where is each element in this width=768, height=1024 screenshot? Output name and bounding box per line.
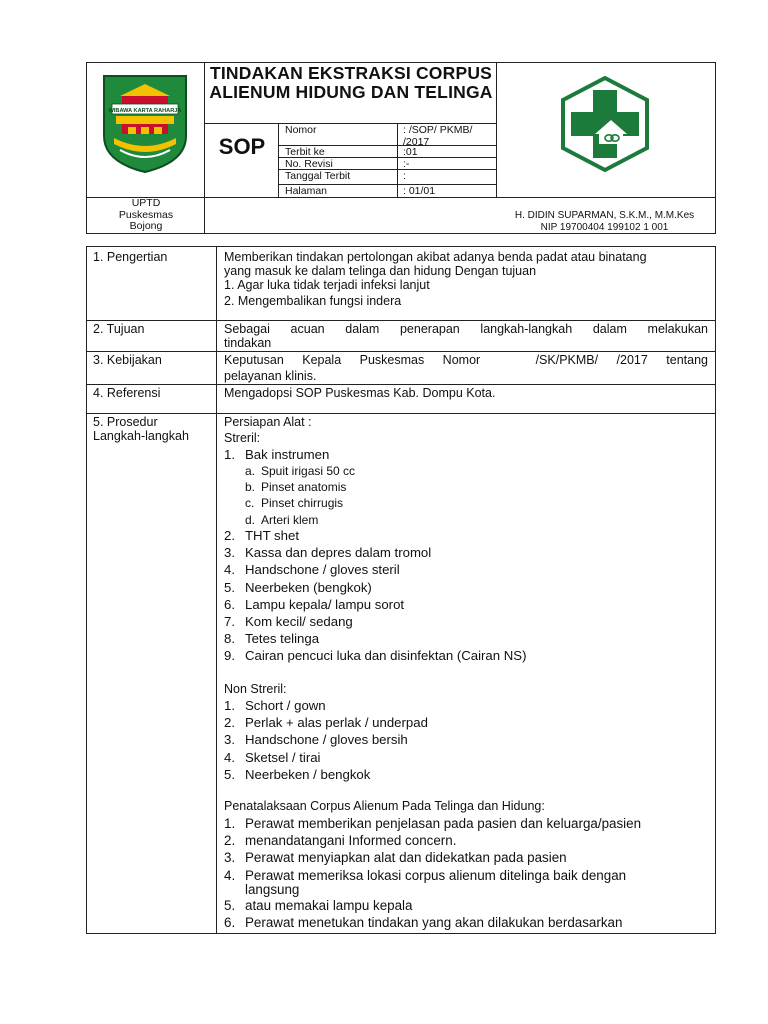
- list-item: 3. Perawat menyiapkan alat dan didekatkan pada pasien: [224, 850, 567, 866]
- pengertian-item: 2. Mengembalikan fungsi indera: [224, 294, 402, 308]
- signer: [497, 210, 712, 233]
- list-item: 5. Neerbeken / bengkok: [224, 766, 371, 782]
- puskesmas-logo: [555, 76, 655, 172]
- divider: [86, 384, 716, 385]
- meta-label-terbit: Terbit ke: [285, 146, 325, 158]
- section-label-prosedur: 5. Prosedur: [93, 415, 158, 429]
- pengertian-item: 1. Agar luka tidak terjadi infeksi lanjut: [224, 278, 430, 292]
- section-label-kebijakan: 3. Kebijakan: [93, 353, 162, 367]
- list-item: 1. Schort / gown: [224, 698, 326, 713]
- kebijakan-line: Keputusan Kepala Puskesmas Nomor /SK/PKMB/ /2017 tentang: [224, 353, 708, 367]
- list-item: 2. THT shet: [224, 528, 299, 543]
- pengertian-line: yang masuk ke dalam telinga dan hidung Dengan tujuan: [224, 264, 537, 278]
- list-item: 4. Handschone / gloves steril: [224, 562, 400, 578]
- divider: [86, 320, 716, 321]
- list-item: 4. Perawat memeriksa lokasi corpus alienum ditelinga baik dengan: [224, 867, 627, 883]
- list-item: 7. Kom kecil/ sedang: [224, 613, 353, 629]
- list-item: 2. menandatangani Informed concern.: [224, 833, 457, 849]
- meta-value-tanggal: :: [403, 170, 406, 182]
- list-item: c. Pinset chirrugis: [245, 496, 344, 511]
- penatalaksaan-title: Penatalaksaan Corpus Alienum Pada Telinga dan Hidung:: [224, 799, 545, 813]
- org-unit: [88, 198, 204, 233]
- meta-label-nomor: Nomor: [285, 124, 317, 136]
- steril-title: Streril:: [224, 431, 261, 445]
- sop-label: SOP: [218, 134, 266, 159]
- kebijakan-line: pelayanan klinis.: [224, 369, 317, 383]
- list-item: b. Pinset anatomis: [245, 480, 347, 495]
- divider: [204, 62, 205, 234]
- meta-label-halaman: Halaman: [285, 185, 328, 197]
- org-line: Bojong: [129, 220, 163, 232]
- list-item: 1. Bak instrumen: [224, 447, 330, 462]
- meta-label-revisi: No. Revisi: [285, 158, 333, 170]
- list-item: 9. Cairan pencuci luka dan disinfektan (Cairan NS): [224, 648, 527, 664]
- section-label-prosedur: Langkah-langkah: [93, 429, 189, 443]
- penatalaksaan-list: [224, 815, 641, 931]
- section-label-tujuan: 2. Tujuan: [93, 322, 145, 336]
- divider: [86, 413, 716, 414]
- list-item: 1. Perawat memberikan penjelasan pada pasien dan keluarga/pasien: [224, 816, 642, 831]
- list-item: a. Spuit irigasi 50 cc: [245, 464, 356, 478]
- tujuan-line: Sebagai acuan dalam penerapan langkah-langkah dalam melakukan: [224, 322, 708, 336]
- list-item: d. Arteri klem: [245, 512, 319, 527]
- list-item: 8. Tetes telinga: [224, 631, 320, 647]
- meta-value-halaman: : 01/01: [403, 185, 436, 197]
- non-steril-title: Non Streril:: [224, 682, 287, 696]
- signer-nip: NIP 19700404 199102 1 001: [540, 221, 669, 233]
- list-item: 3. Handschone / gloves bersih: [224, 732, 408, 748]
- divider: [278, 123, 279, 198]
- divider: [216, 246, 217, 934]
- list-item: langsung: [245, 882, 300, 898]
- meta-value-terbit: :01: [403, 146, 418, 158]
- list-item: 5. Neerbeken (bengkok): [224, 579, 372, 595]
- meta-label-tanggal: Tanggal Terbit: [285, 170, 351, 182]
- persiapan-title: Persiapan Alat :: [224, 415, 312, 429]
- steril-list: [224, 446, 329, 463]
- logo-motto: WIBAWA KARTA RAHARJA: [108, 107, 182, 114]
- divider: [86, 351, 716, 352]
- meta-value-nomor: : /SOP/ PKMB/ /2017: [403, 124, 473, 148]
- list-item: 4. Sketsel / tirai: [224, 749, 321, 765]
- tujuan-line: tindakan: [224, 336, 272, 350]
- list-item: 2. Perlak + alas perlak / underpad: [224, 715, 428, 731]
- referensi-text: Mengadopsi SOP Puskesmas Kab. Dompu Kota.: [224, 386, 496, 400]
- org-line: Puskesmas: [118, 208, 174, 221]
- list-item: 6. Perawat menetukan tindakan yang akan dilakukan berdasarkan: [224, 915, 623, 931]
- document-title: TINDAKAN EKSTRAKSI CORPUS ALIENUM HIDUNG DAN TELINGA: [209, 63, 493, 102]
- pengertian-line: Memberikan tindakan pertolongan akibat adanya benda padat atau binatang: [224, 250, 647, 264]
- meta-value-revisi: :-: [403, 158, 410, 170]
- signer-name: H. DIDIN SUPARMAN, S.K.M., M.M.Kes: [514, 210, 695, 221]
- divider: [397, 123, 398, 198]
- steril-list: [224, 527, 526, 665]
- list-item: 3. Kassa dan depres dalam tromol: [224, 545, 432, 561]
- bak-subitems: [245, 463, 355, 528]
- regency-logo: [100, 74, 190, 174]
- list-item: 6. Lampu kepala/ lampu sorot: [224, 596, 405, 612]
- org-line: UPTD: [131, 197, 161, 209]
- list-item: 5. atau memakai lampu kepala: [224, 898, 413, 914]
- section-label-referensi: 4. Referensi: [93, 386, 161, 400]
- divider: [496, 62, 497, 198]
- section-label-pengertian: 1. Pengertian: [93, 250, 168, 264]
- non-steril-list: [224, 697, 428, 783]
